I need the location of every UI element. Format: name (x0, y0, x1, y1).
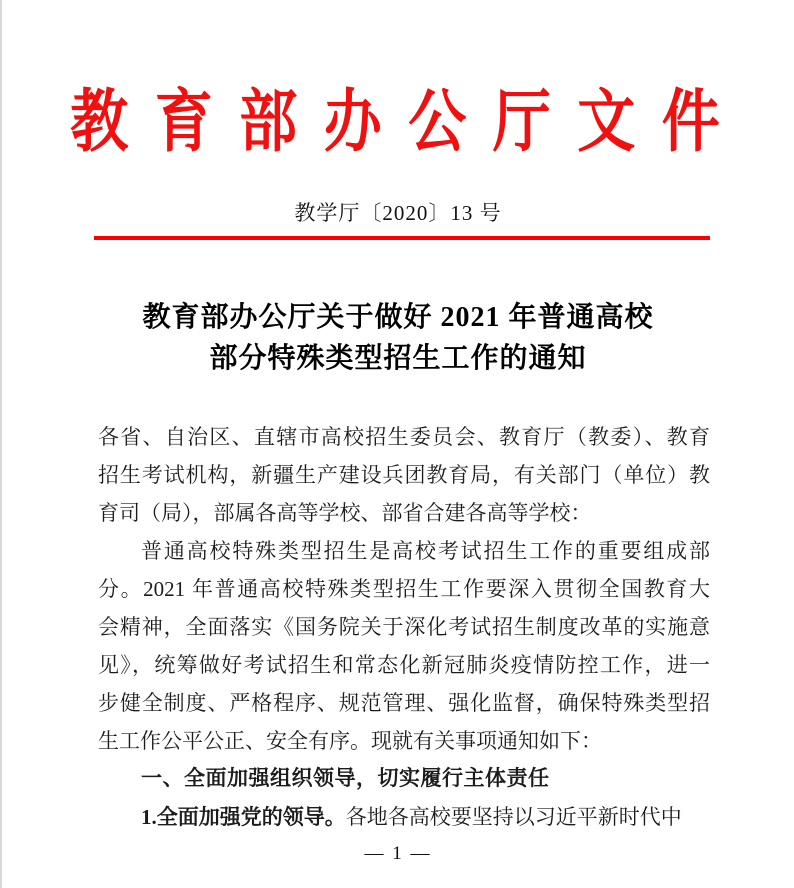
paragraph-bold-lead: 1.全面加强党的领导。 (141, 805, 346, 829)
document-number: 教学厅〔2020〕13 号 (294, 201, 502, 225)
body-line: 育司（局），部属各高等学校、部省合建各高等学校： (98, 501, 592, 525)
document-title (2, 297, 794, 379)
body-line: 各省、自治区、直辖市高校招生委员会、教育厅（教委）、教育 (98, 425, 710, 449)
document-header-title: 教 育 部 办 公 厅 文 件 (70, 83, 726, 161)
document-body (98, 418, 710, 836)
red-divider-line (94, 236, 710, 240)
paragraph-text: 各地各高校要坚持以习近平新时代中 (345, 805, 682, 829)
document-title-line1: 教育部办公厅关于做好 2021 年普通高校 (142, 302, 654, 333)
section-heading: 一、全面加强组织领导，切实履行主体责任 (141, 767, 550, 790)
page-number: — 1 — (364, 843, 432, 864)
body-line: 会精神，全面落实《国务院关于深化考试招生制度改革的实施意 (98, 615, 710, 639)
body-line: 生工作公平公正、安全有序。现就有关事项通知如下： (98, 729, 602, 753)
body-line (98, 798, 710, 836)
body-line: 见》，统筹做好考试招生和常态化新冠肺炎疫情防控工作，进一 (98, 653, 710, 677)
body-line: 普通高校特殊类型招生是高校考试招生工作的重要组成部 (141, 539, 710, 563)
body-line: 分。2021 年普通高校特殊类型招生工作要深入贯彻全国教育大 (98, 577, 710, 601)
document-title-line2: 部分特殊类型招生工作的通知 (209, 343, 587, 374)
body-line: 招生考试机构，新疆生产建设兵团教育局，有关部门（单位）教 (98, 463, 710, 487)
body-line: 步健全制度、严格程序、规范管理、强化监督，确保特殊类型招 (98, 691, 710, 715)
